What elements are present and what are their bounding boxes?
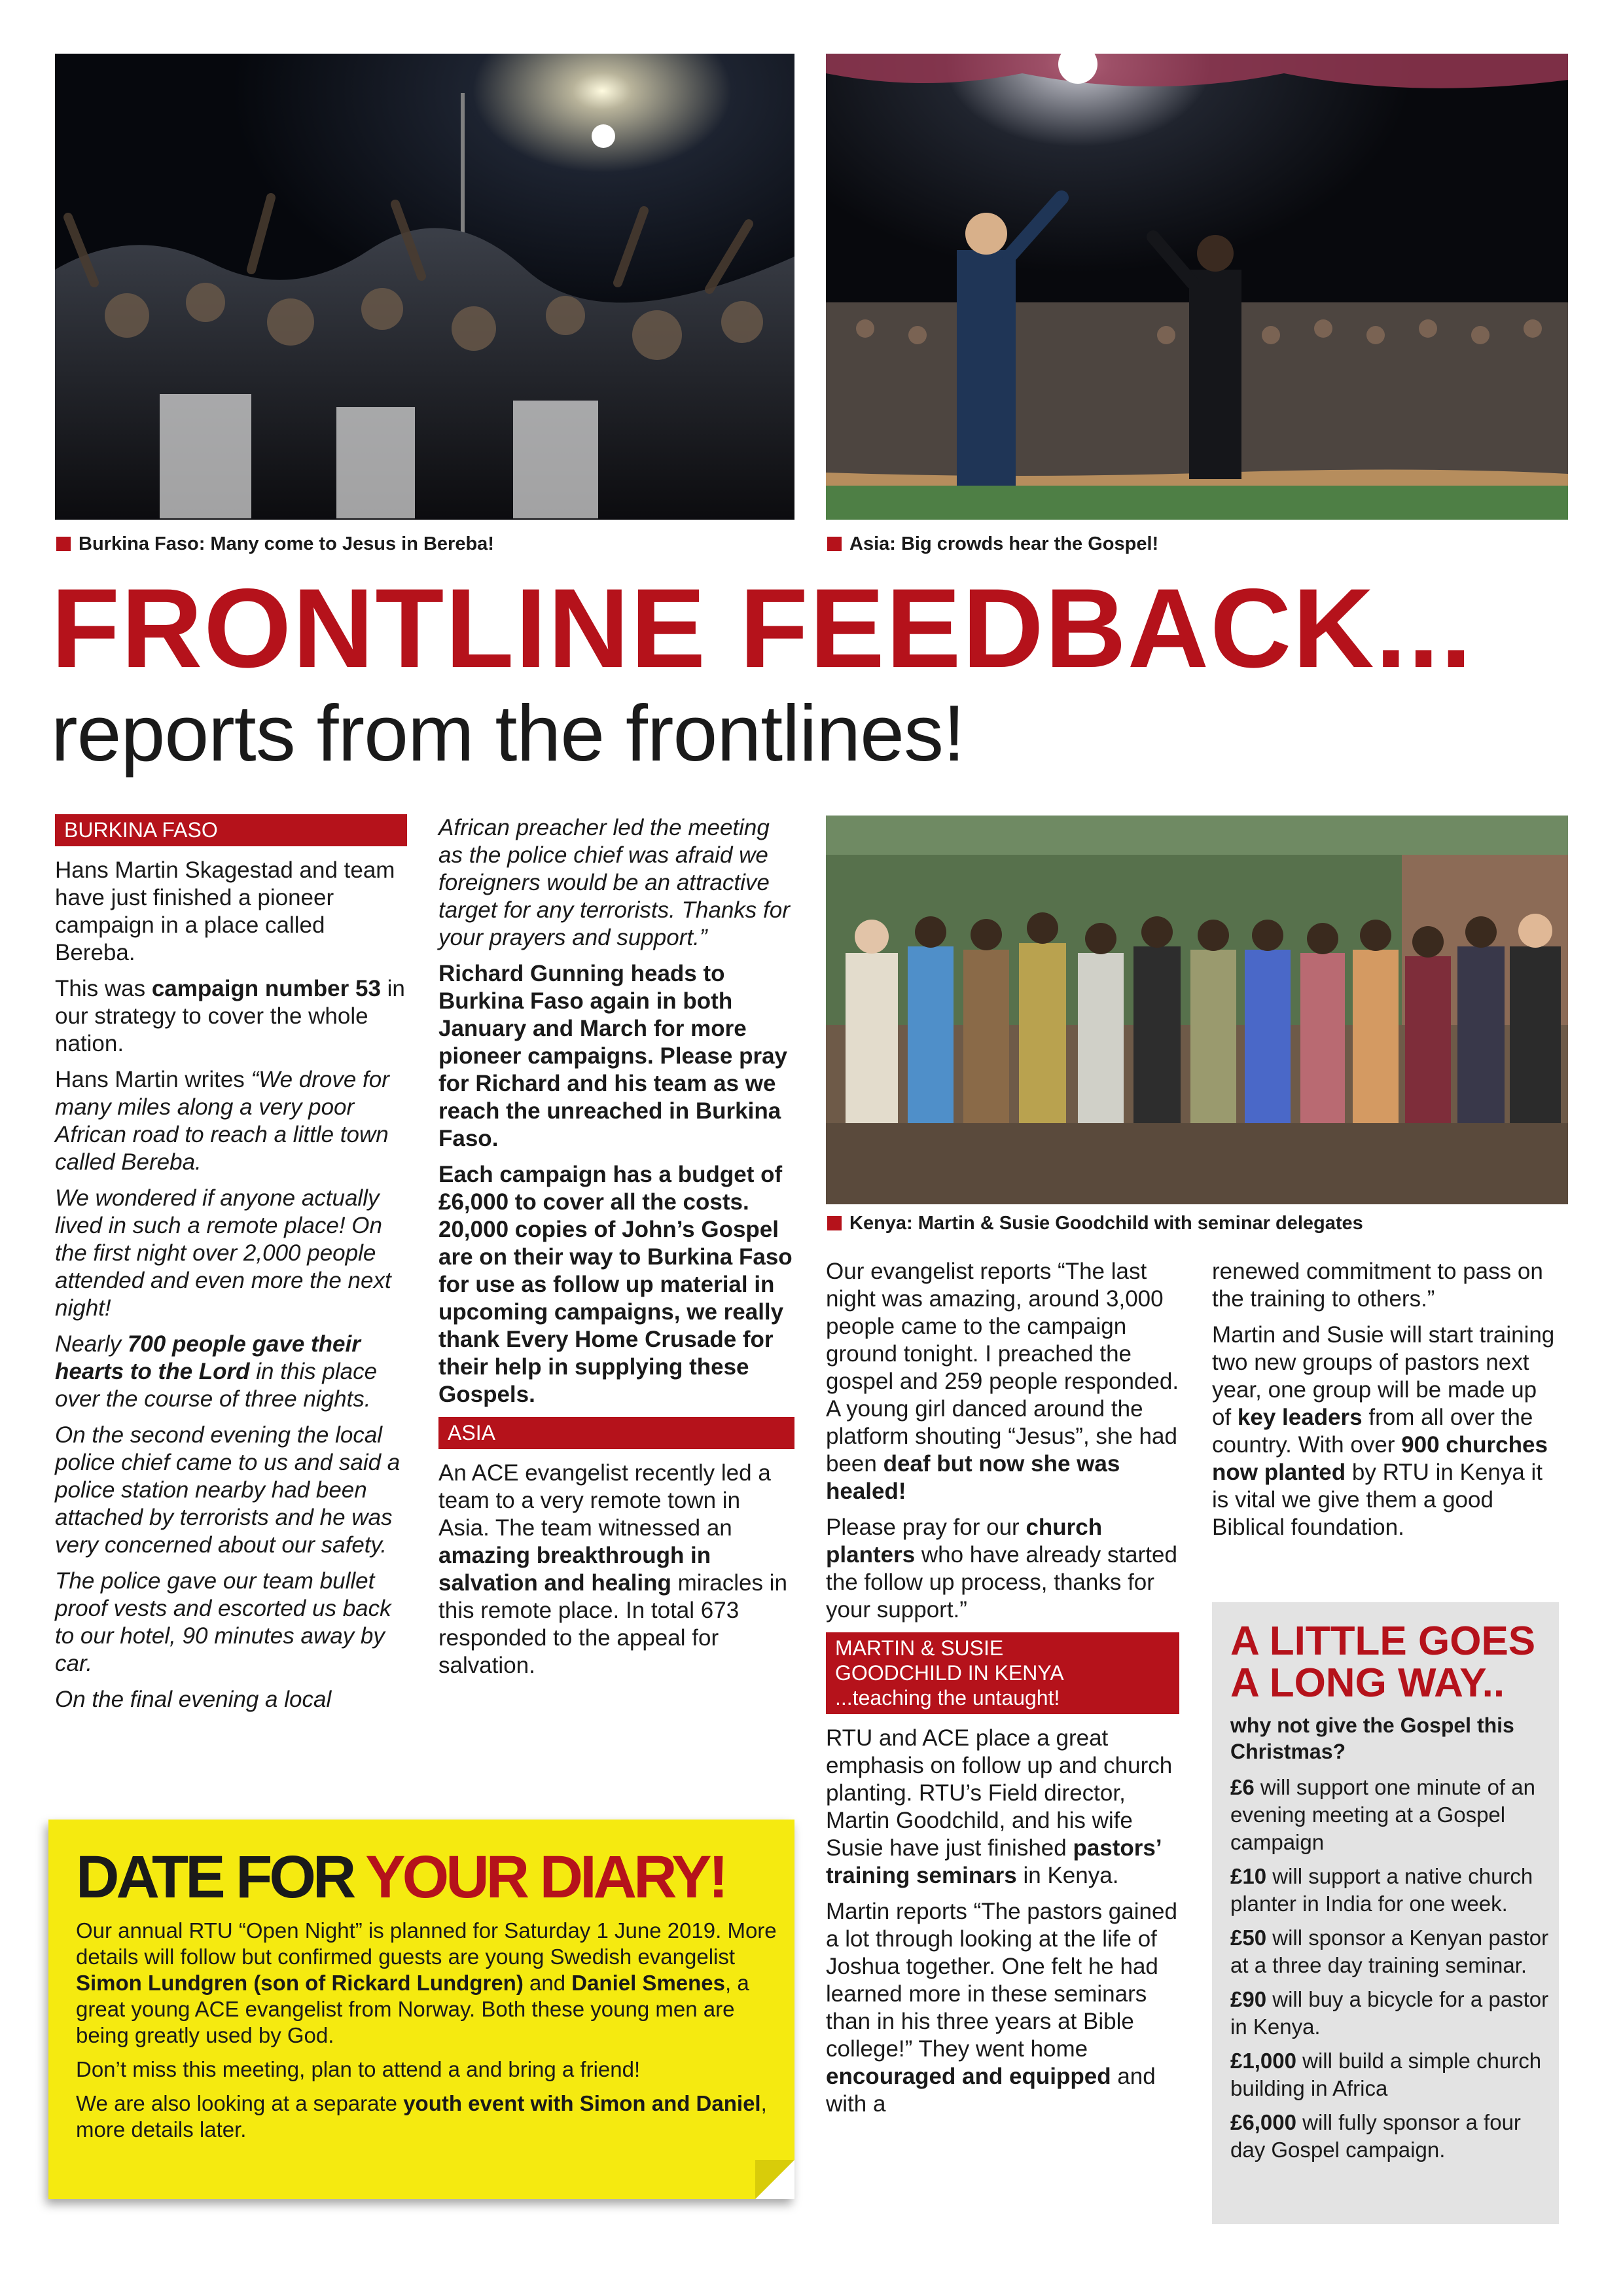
paragraph: Please pray for our church planters who have already started the follow up process, thanks for your support.” <box>826 1515 1177 1623</box>
photo-asia-stage <box>826 54 1568 520</box>
giving-item: £50 will sponsor a Kenyan pastor at a three day training seminar. <box>1230 1926 1549 1977</box>
red-square-bullet <box>827 1216 842 1230</box>
red-square-bullet <box>827 537 842 551</box>
paragraph: Martin reports “The pastors gained a lot through looking at the life of Joshua together. One felt he had learned more in these seminars than in his three years at Bible college!” They went home encouraged and equipped and with a <box>826 1899 1177 2117</box>
section-title-burkina: BURKINA FASO <box>55 814 407 846</box>
giving-item: £90 will buy a bicycle for a pastor in Kenya. <box>1230 1987 1549 2039</box>
giving-item: £10 will support a native church planter in India for one week. <box>1230 1864 1533 1916</box>
paragraph: On the final evening a local <box>55 1687 332 1712</box>
headline: FRONTLINE FEEDBACK... <box>51 565 1473 691</box>
paragraph: Nearly 700 people gave their hearts to the Lord in this place over the course of three nights. <box>55 1331 378 1412</box>
giving-title: A LITTLE GOES A LONG WAY.. <box>1230 1619 1536 1706</box>
paragraph: Each campaign has a budget of £6,000 to cover all the costs. 20,000 copies of John’s Gospel are on their way to Burkina Faso for use as follow up material in upcoming campaigns, we really thank Every Home Crusade for their help in supplying these Gospels. <box>438 1162 793 1407</box>
paragraph: An ACE evangelist recently led a team to a very remote town in Asia. The team witnessed an amazing breakthrough in salvation and healing miracles in this remote place. In total 673 responded to the appeal for salvation. <box>438 1460 787 1678</box>
column-burkina-continued <box>438 814 794 1688</box>
paragraph: Hans Martin Skagestad and team have just finished a pioneer campaign in a place called Bereba. <box>55 857 395 965</box>
section-title-kenya <box>826 1632 1179 1714</box>
paragraph: The police gave our team bullet proof vests and escorted us back to our hotel, 90 minutes away by car. <box>55 1568 391 1676</box>
subheadline: reports from the frontlines! <box>51 689 965 778</box>
caption-text: Burkina Faso: Many come to Jesus in Bereba! <box>79 533 494 554</box>
paragraph: Martin and Susie will start training two new groups of pastors next year, one group will be made up of key leaders from all over the country. With over 900 churches now planted by RTU in Kenya it is vital we give them a good Biblical foundation. <box>1212 1322 1555 1540</box>
photo-kenya-group <box>826 816 1568 1204</box>
photo-burkina-crowd-graphic <box>55 54 794 520</box>
section-title-line: MARTIN & SUSIE <box>835 1636 1004 1660</box>
column-burkina <box>55 814 407 1722</box>
paragraph: renewed commitment to pass on the training to others.” <box>1212 1259 1543 1312</box>
giving-item: £1,000 will build a simple church building in Africa <box>1230 2049 1542 2100</box>
paragraph: This was campaign number 53 in our strategy to cover the whole nation. <box>55 976 405 1056</box>
red-square-bullet <box>56 537 71 551</box>
paragraph: On the second evening the local police chief came to us and said a police station nearby had been attached by terrorists and he was very concerned about our safety. <box>55 1422 401 1558</box>
giving-box <box>1212 1602 1559 2224</box>
paragraph: Our evangelist reports “The last night was amazing, around 3,000 people came to the campaign ground tonight. I preached the gospel and 259 people responded. A young girl danced around the platform shouting “Jesus”, she had been deaf but now she was healed! <box>826 1259 1179 1504</box>
diary-box <box>48 1820 794 2199</box>
giving-question: why not give the Gospel this Christmas? <box>1230 1713 1514 1763</box>
paragraph: Richard Gunning heads to Burkina Faso again in both January and March for more pioneer campaigns. Please pray for Richard and his team as we reach the unreached in Burkina Faso. <box>438 961 788 1151</box>
diary-title: DATE FOR YOUR DIARY! <box>76 1844 726 1910</box>
photo-caption-asia <box>827 533 1158 555</box>
paragraph: African preacher led the meeting as the police chief was afraid we foreigners would be an attractive target for any terrorists. Thanks for your prayers and support.” <box>438 815 790 950</box>
paragraph: Hans Martin writes “We drove for many miles along a very poor African road to reach a little town called Bereba. <box>55 1067 389 1175</box>
photo-caption-burkina <box>56 533 494 555</box>
section-title-asia: ASIA <box>438 1417 794 1449</box>
column-kenya <box>826 1258 1179 2126</box>
column-kenya-continued <box>1212 1258 1559 1550</box>
caption-text: Asia: Big crowds hear the Gospel! <box>849 533 1159 554</box>
photo-kenya-group-graphic <box>826 816 1568 1204</box>
giving-list <box>1230 1774 1551 2170</box>
photo-asia-stage-graphic <box>826 54 1568 520</box>
section-subtitle: ...teaching the untaught! <box>835 1686 1060 1710</box>
giving-item: £6 will support one minute of an evening meeting at a Gospel campaign <box>1230 1775 1535 1854</box>
paragraph: We wondered if anyone actually lived in such a remote place! On the first night over 2,000 people attended and even more the next night! <box>55 1185 391 1321</box>
photo-caption-kenya <box>827 1212 1363 1234</box>
section-title-line: GOODCHILD IN KENYA <box>835 1661 1064 1685</box>
photo-burkina-crowd <box>55 54 794 520</box>
giving-item: £6,000 will fully sponsor a four day Gospel campaign. <box>1230 2110 1521 2162</box>
paragraph: Our annual RTU “Open Night” is planned for Saturday 1 June 2019. More details will follow but confirmed guests are young Swedish evangelist Simon Lundgren (son of Rickard Lundgren) and Daniel Smenes, a great young ACE evangelist from Norway. Both these young men are being greatly used by God. <box>76 1918 777 2047</box>
page-curl-corner <box>755 2160 794 2199</box>
paragraph: RTU and ACE place a great emphasis on follow up and church planting. RTU’s Field director, Martin Goodchild, and his wife Susie have just finished pastors’ training seminars in Kenya. <box>826 1725 1173 1888</box>
paragraph: Don’t miss this meeting, plan to attend a and bring a friend! <box>76 2057 641 2081</box>
paragraph: We are also looking at a separate youth event with Simon and Daniel, more details later. <box>76 2091 767 2142</box>
caption-text: Kenya: Martin & Susie Goodchild with seminar delegates <box>849 1213 1363 1234</box>
diary-body <box>76 1918 783 2151</box>
